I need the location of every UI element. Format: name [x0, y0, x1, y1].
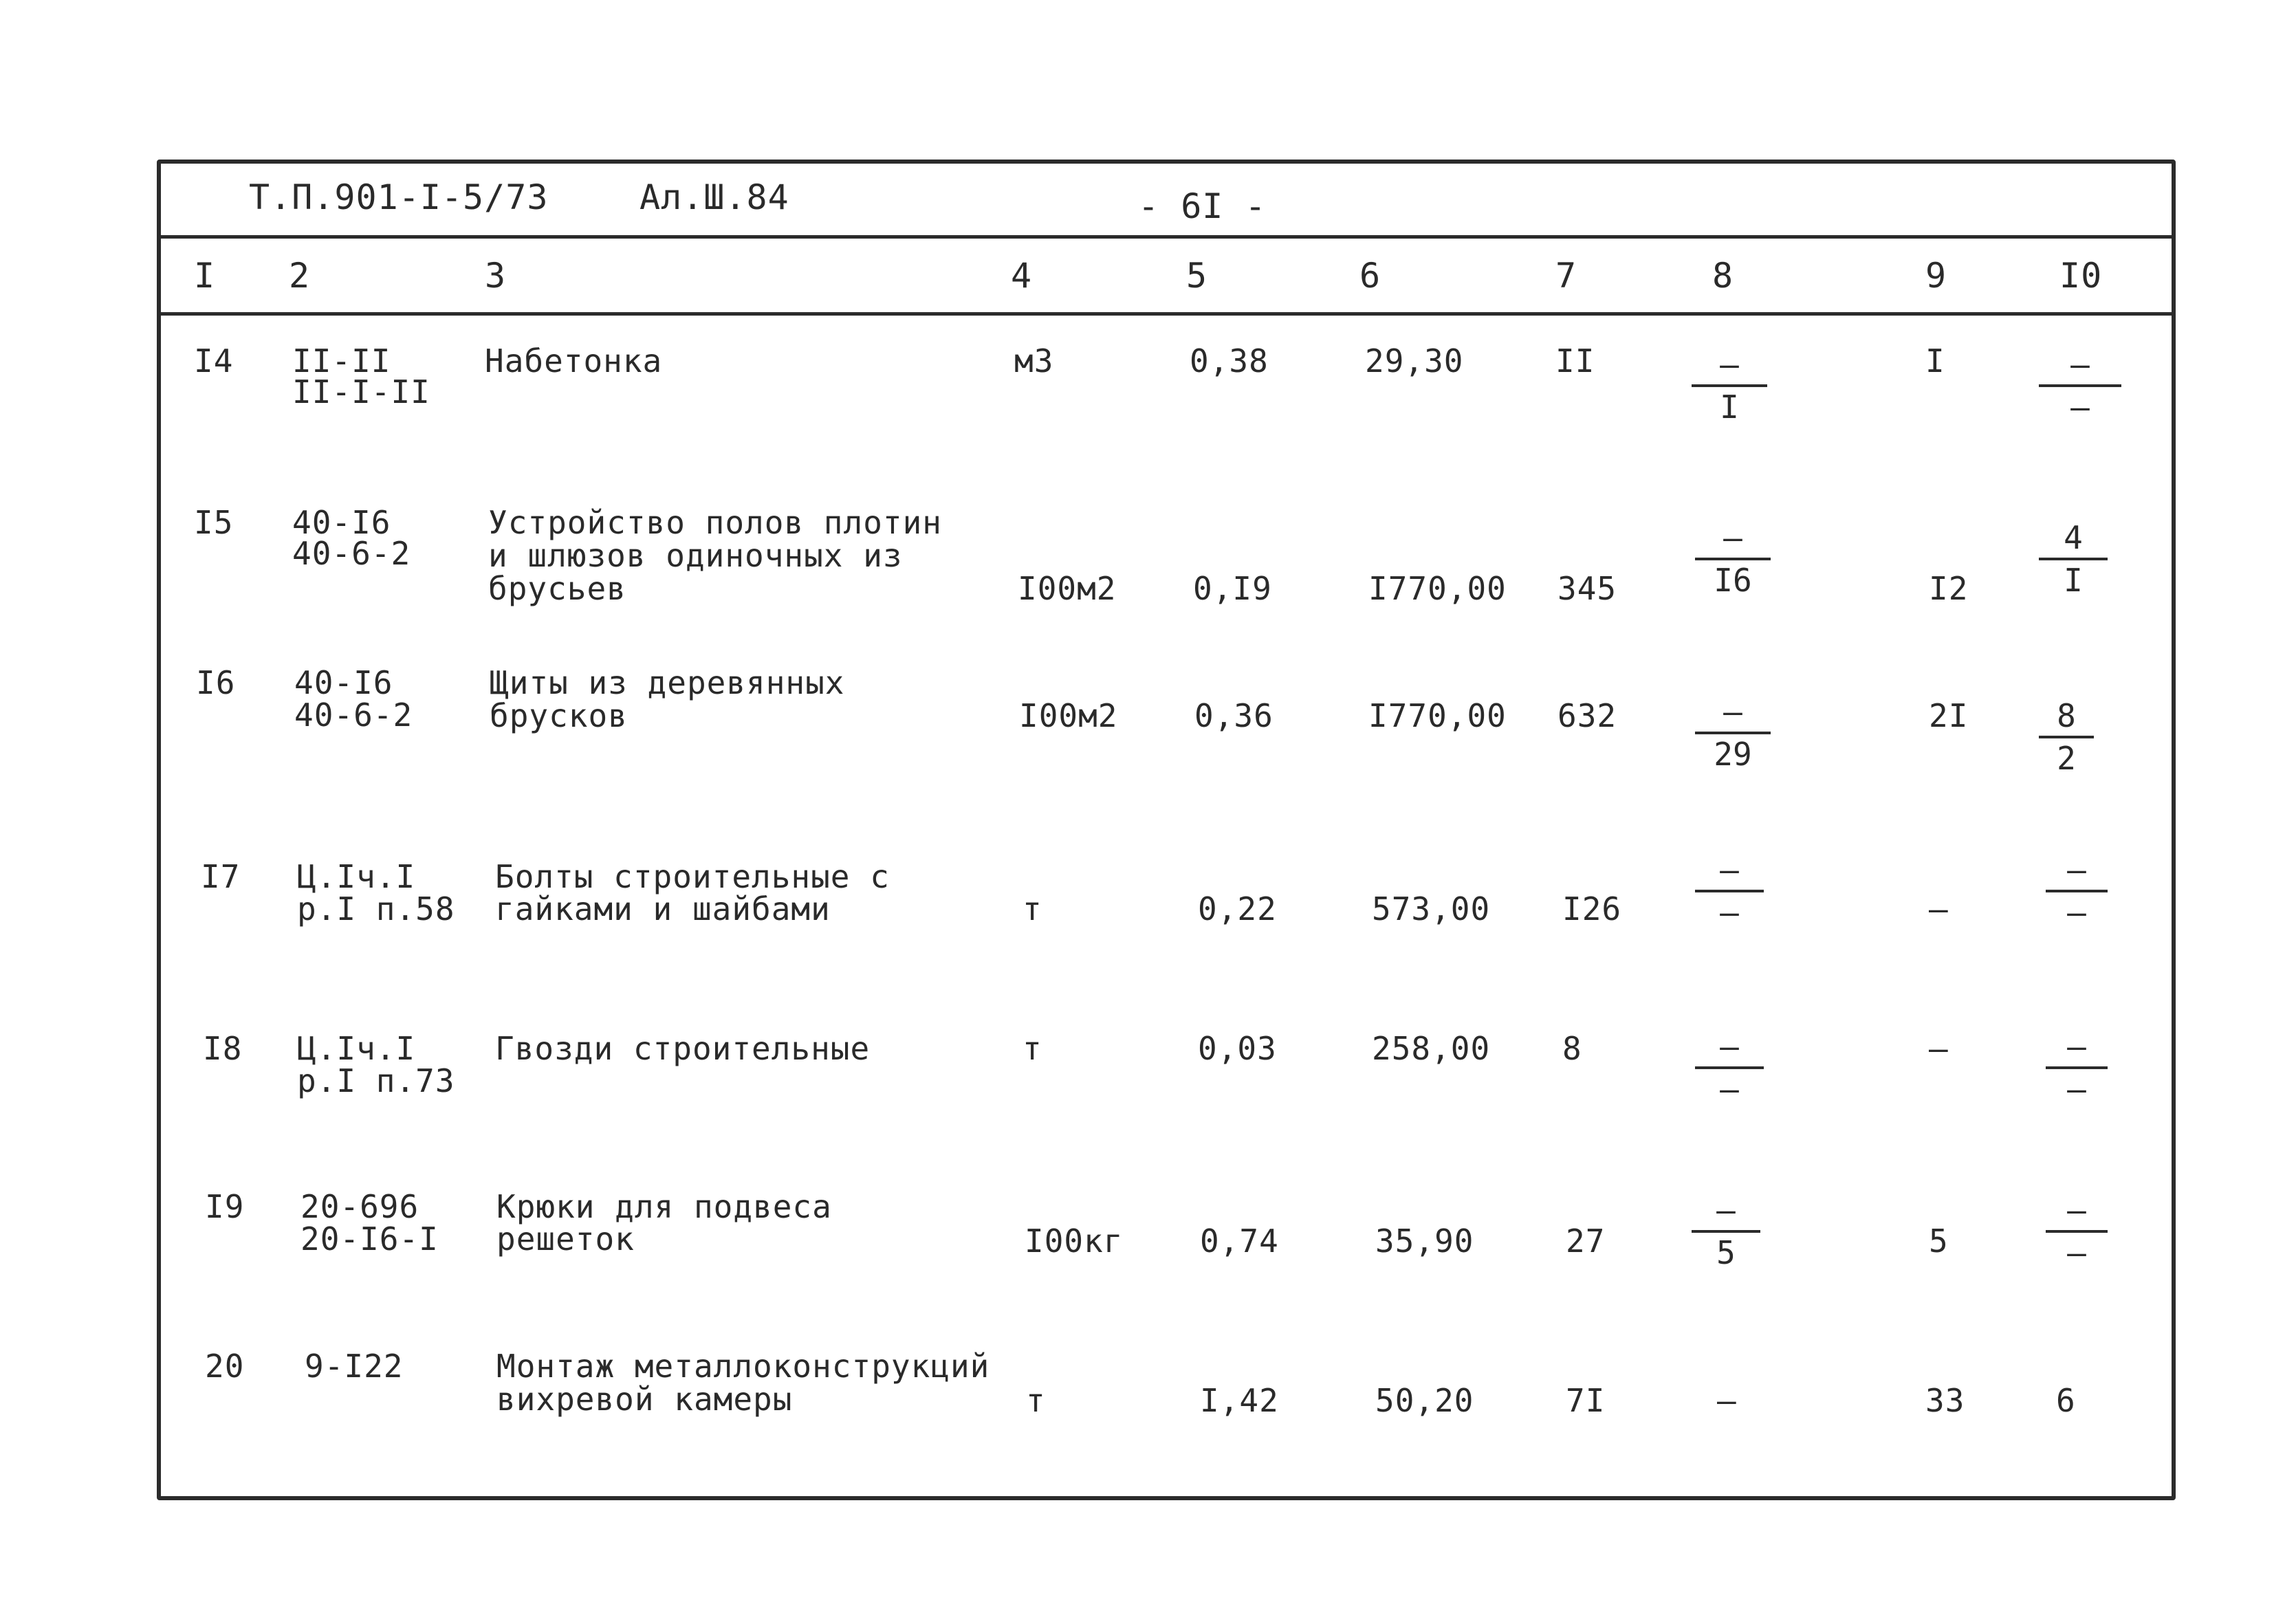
- total-cost: 632: [1557, 697, 1617, 734]
- col9-value: 33: [1925, 1382, 1965, 1419]
- norm-code: 20-I6-I: [300, 1220, 439, 1258]
- fraction-col10: [2046, 853, 2108, 930]
- fraction-denominator: –: [2067, 1234, 2086, 1271]
- work-description: гайками и шайбами: [495, 890, 831, 928]
- work-description: Монтаж металлоконструкций: [496, 1348, 990, 1385]
- fraction-col10: [2046, 1029, 2108, 1106]
- fraction-col8: [1695, 853, 1764, 930]
- fraction-denominator: I: [2064, 562, 2083, 599]
- work-description: Крюки для подвеса: [496, 1188, 832, 1225]
- work-description: Набетонка: [485, 342, 663, 380]
- work-description: Щиты из деревянных: [490, 664, 845, 701]
- column-header: 9: [1925, 256, 1947, 296]
- total-cost: I26: [1562, 890, 1622, 928]
- total-cost: 7I: [1566, 1382, 1606, 1419]
- norm-code: 40-I6: [294, 664, 393, 701]
- unit-price: I770,00: [1368, 697, 1507, 734]
- unit: м3: [1014, 342, 1054, 380]
- fraction-numerator: –: [1720, 1028, 1739, 1065]
- row-number: I8: [203, 1030, 243, 1067]
- norm-code: р.I п.73: [297, 1062, 455, 1099]
- quantity: 0,03: [1198, 1030, 1277, 1067]
- column-header: 8: [1712, 256, 1734, 296]
- column-header: I: [194, 256, 216, 296]
- quantity: 0,I9: [1193, 570, 1272, 607]
- fraction-bar: [1692, 1230, 1760, 1233]
- col9-value: –: [1929, 1030, 1949, 1067]
- norm-code: р.I п.58: [297, 890, 455, 928]
- fraction-bar: [2046, 1230, 2108, 1233]
- fraction-col8: [1695, 694, 1771, 771]
- fraction-bar: [1695, 558, 1771, 560]
- unit-price: 573,00: [1372, 890, 1491, 928]
- column-header: 3: [485, 256, 507, 296]
- unit: т: [1023, 1030, 1042, 1067]
- row-number: I5: [194, 504, 234, 541]
- unit: т: [1023, 890, 1042, 928]
- work-description: брусков: [490, 697, 628, 734]
- fraction-denominator: 29: [1714, 736, 1752, 773]
- fraction-bar: [2039, 558, 2108, 560]
- fraction-col8: [1695, 1029, 1764, 1106]
- unit-price: 50,20: [1375, 1382, 1474, 1419]
- column-header: 4: [1011, 256, 1033, 296]
- norm-code: 40-I6: [292, 504, 391, 541]
- fraction-denominator: I: [1720, 388, 1739, 426]
- quantity: 0,74: [1200, 1222, 1279, 1260]
- column-header: 6: [1359, 256, 1381, 296]
- fraction-numerator: –: [1723, 519, 1742, 556]
- fraction-denominator: I6: [1714, 562, 1752, 599]
- col9-value: –: [1929, 890, 1949, 928]
- row-number: I6: [196, 664, 236, 701]
- work-description: Устройство полов плотин: [488, 504, 942, 541]
- fraction-numerator: –: [1720, 851, 1739, 888]
- column-header: 5: [1186, 256, 1208, 296]
- fraction-col10: [2046, 1193, 2108, 1270]
- column-header: 2: [289, 256, 311, 296]
- row-number: I4: [194, 342, 234, 380]
- row-number: I7: [201, 858, 241, 895]
- norm-code: II-II: [292, 342, 391, 380]
- fraction-bar: [2039, 736, 2094, 738]
- col9-value: I: [1925, 342, 1945, 380]
- column-header: 7: [1555, 256, 1577, 296]
- fraction-numerator: –: [2067, 1192, 2086, 1229]
- fraction-numerator: –: [2067, 1028, 2086, 1065]
- fraction-bar: [1695, 732, 1771, 734]
- doc-code: Т.П.901-I-5/73: [249, 177, 549, 217]
- total-cost: II: [1555, 342, 1595, 380]
- fraction-denominator: 2: [2057, 740, 2076, 777]
- norm-code: 40-6-2: [294, 696, 413, 734]
- unit-price: 35,90: [1375, 1222, 1474, 1260]
- norm-code: II-I-II: [292, 373, 430, 410]
- work-description: решеток: [496, 1220, 635, 1258]
- quantity: 0,22: [1198, 890, 1277, 928]
- col9-value: 5: [1929, 1222, 1949, 1260]
- unit: I00кг: [1025, 1222, 1124, 1260]
- norm-code: 20-696: [300, 1188, 419, 1225]
- unit-price: 258,00: [1372, 1030, 1491, 1067]
- row-number: I9: [205, 1188, 245, 1225]
- column-header: I0: [2059, 256, 2103, 296]
- norm-code: 9-I22: [305, 1348, 404, 1385]
- norm-code: Ц.Iч.I: [297, 858, 416, 895]
- table-frame: [157, 160, 2176, 1500]
- work-description: Гвозди строительные: [495, 1030, 871, 1067]
- fraction-bar: [2046, 890, 2108, 892]
- work-description: и шлюзов одиночных из: [488, 537, 903, 574]
- unit-price: 29,30: [1365, 342, 1464, 380]
- unit-price: I770,00: [1368, 570, 1507, 607]
- column-header-rule: [157, 312, 2176, 316]
- fraction-numerator: –: [2067, 851, 2086, 888]
- total-cost: 8: [1562, 1030, 1582, 1067]
- fraction-bar: [2046, 1066, 2108, 1069]
- col10-value: 6: [2056, 1382, 2076, 1419]
- fraction-numerator: –: [2070, 346, 2090, 383]
- header-rule: [157, 235, 2176, 239]
- col9-value: 2I: [1929, 697, 1969, 734]
- fraction-denominator: 5: [1716, 1234, 1736, 1271]
- fraction-numerator: –: [1720, 346, 1739, 383]
- fraction-col10: [2039, 699, 2094, 776]
- unit: I00м2: [1018, 570, 1117, 607]
- fraction-numerator: –: [1716, 1192, 1736, 1229]
- fraction-col8: [1692, 1193, 1760, 1270]
- fraction-col8: [1692, 347, 1767, 424]
- page-number: - 6I -: [1138, 186, 1267, 226]
- fraction-bar: [1695, 1066, 1764, 1069]
- fraction-numerator: 4: [2064, 519, 2083, 556]
- fraction-denominator: –: [2067, 894, 2086, 931]
- work-description: Болты строительные с: [495, 858, 890, 895]
- work-description: вихревой камеры: [496, 1381, 793, 1418]
- col9-value: I2: [1929, 570, 1969, 607]
- fraction-bar: [1692, 384, 1767, 387]
- fraction-denominator: –: [2067, 1071, 2086, 1108]
- fraction-numerator: –: [1723, 693, 1742, 730]
- fraction-denominator: –: [1720, 894, 1739, 931]
- fraction-bar: [2039, 384, 2121, 387]
- album-number: Ал.Ш.84: [639, 177, 789, 217]
- quantity: 0,38: [1190, 342, 1269, 380]
- fraction-col10: [2039, 347, 2121, 424]
- total-cost: 27: [1566, 1222, 1606, 1260]
- work-description: брусьев: [488, 570, 626, 607]
- fraction-denominator: –: [1720, 1071, 1739, 1108]
- norm-code: Ц.Iч.I: [297, 1030, 416, 1067]
- unit: I00м2: [1019, 697, 1118, 734]
- norm-code: 40-6-2: [292, 535, 411, 572]
- quantity: 0,36: [1194, 697, 1273, 734]
- row-number: 20: [205, 1348, 245, 1385]
- fraction-bar: [1695, 890, 1764, 892]
- fraction-col10: [2039, 520, 2108, 597]
- fraction-numerator: 8: [2057, 697, 2076, 734]
- total-cost: 345: [1557, 570, 1617, 607]
- unit: т: [1026, 1382, 1046, 1419]
- fraction-col8: [1695, 520, 1771, 597]
- quantity: I,42: [1200, 1382, 1279, 1419]
- col8-value: –: [1717, 1382, 1737, 1419]
- fraction-denominator: –: [2070, 388, 2090, 426]
